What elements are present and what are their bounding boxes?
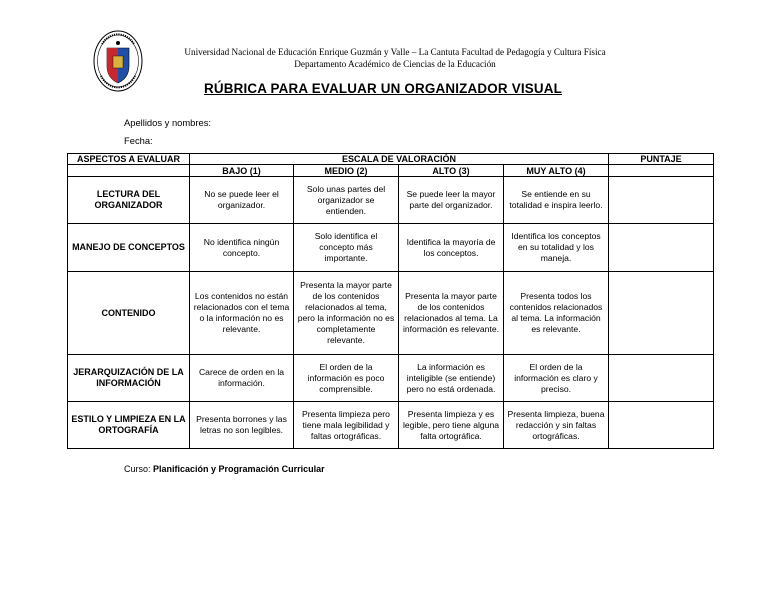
table-row bbox=[68, 402, 714, 449]
table-header-row bbox=[68, 154, 714, 165]
score-cell[interactable] bbox=[609, 355, 714, 402]
criteria-cell: El orden de la información es poco comprensible. bbox=[294, 355, 399, 402]
document-title: RÚBRICA PARA EVALUAR UN ORGANIZADOR VISUAL bbox=[203, 81, 563, 96]
course-name: Planificación y Programación Curricular bbox=[153, 464, 325, 474]
university-seal-logo bbox=[93, 30, 143, 92]
level-header: MUY ALTO (4) bbox=[504, 165, 609, 177]
score-header-spacer bbox=[609, 165, 714, 177]
aspects-header: ASPECTOS A EVALUAR bbox=[68, 154, 190, 165]
rubric-table bbox=[67, 153, 714, 449]
table-row bbox=[68, 177, 714, 224]
table-row bbox=[68, 224, 714, 272]
criteria-cell: Presenta limpieza y es legible, pero tiene alguna falta ortográfica. bbox=[399, 402, 504, 449]
criteria-cell: Carece de orden en la información. bbox=[190, 355, 294, 402]
criteria-cell: Los contenidos no están relacionados con el tema o la información no es relevante. bbox=[190, 272, 294, 355]
score-header: PUNTAJE bbox=[609, 154, 714, 165]
criteria-cell: Presenta limpieza pero tiene mala legibilidad y faltas ortográficas. bbox=[294, 402, 399, 449]
criteria-cell: Presenta la mayor parte de los contenidos relacionados al tema, pero la información no es completamente relevante. bbox=[294, 272, 399, 355]
name-label: Apellidos y nombres: bbox=[124, 117, 212, 128]
aspects-header-spacer bbox=[68, 165, 190, 177]
aspect-cell: MANEJO DE CONCEPTOS bbox=[68, 224, 190, 272]
course-label: Curso: bbox=[124, 464, 151, 474]
score-cell[interactable] bbox=[609, 177, 714, 224]
aspect-cell: JERARQUIZACIÓN DE LA INFORMACIÓN bbox=[68, 355, 190, 402]
criteria-cell: La información es inteligible (se entiende) pero no está ordenada. bbox=[399, 355, 504, 402]
level-header: BAJO (1) bbox=[190, 165, 294, 177]
date-label: Fecha: bbox=[124, 135, 153, 146]
scale-header: ESCALA DE VALORACIÓN bbox=[190, 154, 609, 165]
aspect-cell: ESTILO Y LIMPIEZA EN LA ORTOGRAFÍA bbox=[68, 402, 190, 449]
criteria-cell: Solo unas partes del organizador se entienden. bbox=[294, 177, 399, 224]
criteria-cell: No se puede leer el organizador. bbox=[190, 177, 294, 224]
aspect-cell: CONTENIDO bbox=[68, 272, 190, 355]
criteria-cell: Se puede leer la mayor parte del organizador. bbox=[399, 177, 504, 224]
criteria-cell: Identifica los conceptos en su totalidad y los maneja. bbox=[504, 224, 609, 272]
score-cell[interactable] bbox=[609, 402, 714, 449]
criteria-cell: Presenta limpieza, buena redacción y sin faltas ortográficas. bbox=[504, 402, 609, 449]
aspect-cell: LECTURA DEL ORGANIZADOR bbox=[68, 177, 190, 224]
criteria-cell: El orden de la información es claro y preciso. bbox=[504, 355, 609, 402]
table-row bbox=[68, 355, 714, 402]
criteria-cell: Solo identifica el concepto más importante. bbox=[294, 224, 399, 272]
table-row bbox=[68, 272, 714, 355]
criteria-cell: No identifica ningún concepto. bbox=[190, 224, 294, 272]
level-header: MEDIO (2) bbox=[294, 165, 399, 177]
criteria-cell: Se entiende en su totalidad e inspira leerlo. bbox=[504, 177, 609, 224]
score-cell[interactable] bbox=[609, 224, 714, 272]
institution-header bbox=[150, 46, 640, 70]
criteria-cell: Identifica la mayoría de los conceptos. bbox=[399, 224, 504, 272]
criteria-cell: Presenta borrones y las letras no son legibles. bbox=[190, 402, 294, 449]
criteria-cell: Presenta la mayor parte de los contenidos relacionados al tema. La información es relevante. bbox=[399, 272, 504, 355]
course-line bbox=[124, 464, 325, 474]
levels-header-row bbox=[68, 165, 714, 177]
level-header: ALTO (3) bbox=[399, 165, 504, 177]
institution-line-1: Universidad Nacional de Educación Enrique Guzmán y Valle – La Cantuta Facultad de Pedagogía y Cultura Física bbox=[184, 47, 606, 57]
criteria-cell: Presenta todos los contenidos relacionados al tema. La información es relevante. bbox=[504, 272, 609, 355]
institution-line-2: Departamento Académico de Ciencias de la Educación bbox=[294, 59, 496, 69]
score-cell[interactable] bbox=[609, 272, 714, 355]
